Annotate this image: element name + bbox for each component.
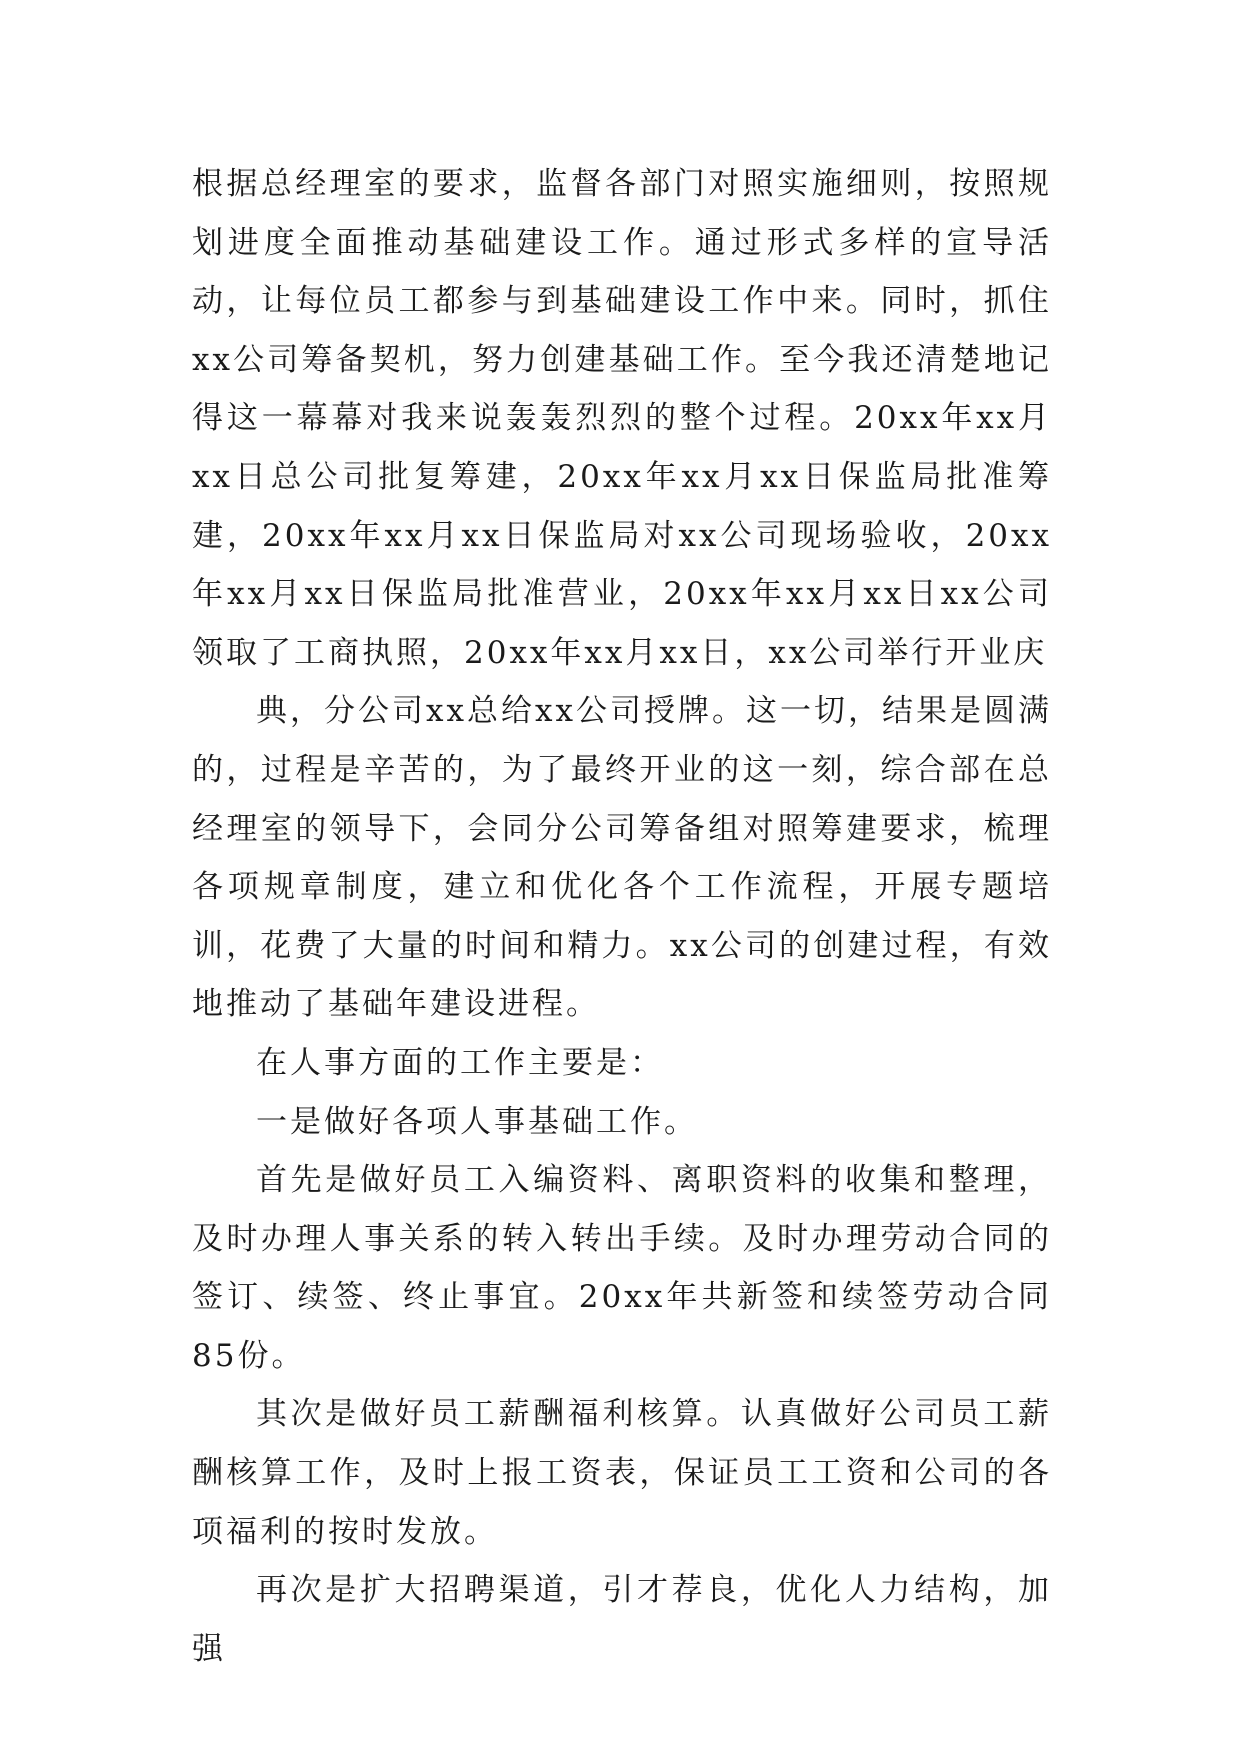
paragraph-7: 再次是扩大招聘渠道，引才荐良，优化人力结构，加强 — [192, 1572, 1052, 1667]
paragraph-2: 典，分公司xx总给xx公司授牌。这一切，结果是圆满的，过程是辛苦的，为了最终开业的这一刻，综合部在总经理室的领导下，会同分公司筹备组对照筹建要求，梳理各项规章制度，建立和优化各个工作流程，开展专题培训，花费了大量的时间和精力。xx公司的创建过程，有效地推动了基础年建设进程。 — [192, 693, 1052, 1023]
paragraph-5: 首先是做好员工入编资料、离职资料的收集和整理，及时办理人事关系的转入转出手续。及时办理劳动合同的签订、续签、终止事宜。20xx年共新签和续签劳动合同85份。 — [192, 1162, 1052, 1374]
document-body — [192, 155, 1052, 1678]
paragraph-6: 其次是做好员工薪酬福利核算。认真做好公司员工薪酬核算工作，及时上报工资表，保证员工工资和公司的各项福利的按时发放。 — [192, 1396, 1052, 1550]
paragraph-1: 根据总经理室的要求，监督各部门对照实施细则，按照规划进度全面推动基础建设工作。通过形式多样的宣导活动，让每位员工都参与到基础建设工作中来。同时，抓住xx公司筹备契机，努力创建基础工作。至今我还清楚地记得这一幕幕对我来说轰轰烈烈的整个过程。20xx年xx月xx日总公司批复筹建，20xx年xx月xx日保监局批准筹建，20xx年xx月xx日保监局对xx公司现场验收，20xx年xx月xx日保监局批准营业，20xx年xx月xx日xx公司领取了工商执照，20xx年xx月xx日，xx公司举行开业庆 — [192, 166, 1052, 671]
paragraph-4: 一是做好各项人事基础工作。 — [256, 1103, 698, 1140]
paragraph-3: 在人事方面的工作主要是： — [256, 1044, 664, 1081]
